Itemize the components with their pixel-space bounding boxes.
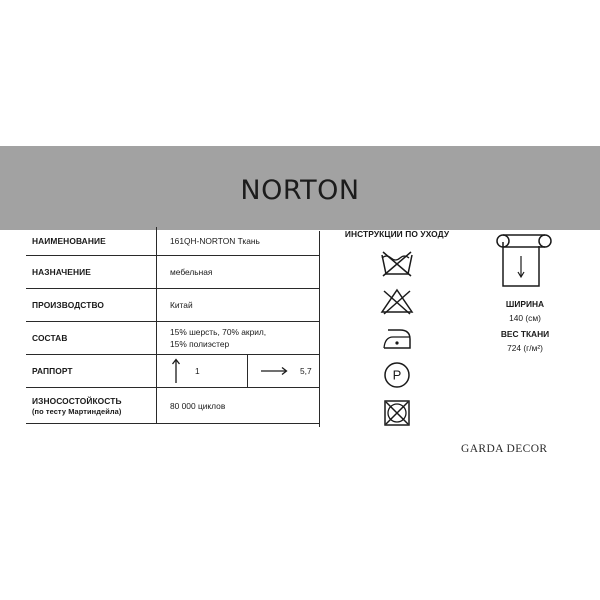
- care-instructions: [327, 229, 467, 437]
- purpose-value: мебельная: [157, 256, 321, 289]
- weight-value: 724 (г/м²): [507, 343, 543, 353]
- repeat-horizontal-value: 5,7: [300, 366, 312, 376]
- wear-label-main: ИЗНОСОСТОЙКОСТЬ: [32, 395, 122, 406]
- roll-info: [490, 232, 560, 353]
- no-tumble-dry-icon: [383, 399, 411, 427]
- wear-label: [26, 388, 157, 424]
- column-divider: [319, 231, 320, 427]
- arrow-right-icon: [260, 366, 288, 376]
- composition-line-1: 15% шерсть, 70% акрил,: [170, 327, 267, 337]
- composition-line-2: 15% полиэстер: [170, 339, 230, 349]
- spec-row-name: [26, 227, 320, 256]
- name-label: НАИМЕНОВАНИЕ: [26, 227, 157, 256]
- width-value: 140 (см): [509, 313, 541, 323]
- origin-label: ПРОИЗВОДСТВО: [26, 289, 157, 322]
- iron-low-icon: [380, 325, 414, 351]
- arrow-up-icon: [171, 358, 181, 384]
- repeat-horizontal: [248, 355, 312, 387]
- no-bleach-icon: [380, 287, 414, 315]
- spec-row-wear: [26, 388, 320, 424]
- width-label: ШИРИНА: [505, 299, 545, 309]
- spec-row-repeat: [26, 355, 320, 388]
- name-value: 161QH-NORTON Ткань: [157, 227, 321, 256]
- composition-value: [157, 322, 321, 355]
- product-title: NORTON: [240, 174, 360, 206]
- care-title: ИНСТРУКЦИИ ПО УХОДУ: [344, 229, 450, 239]
- brand-logo: GARDA DECOR: [461, 443, 548, 455]
- purpose-label: НАЗНАЧЕНИЕ: [26, 256, 157, 289]
- repeat-values: [157, 355, 321, 388]
- no-wash-icon: [380, 249, 414, 277]
- origin-value: Китай: [157, 289, 321, 322]
- repeat-vertical-value: 1: [195, 366, 200, 376]
- weight-label: ВЕС ТКАНИ: [500, 329, 550, 339]
- spec-row-origin: [26, 289, 320, 322]
- repeat-vertical: [157, 355, 248, 387]
- composition-label: СОСТАВ: [26, 322, 157, 355]
- fabric-roll-icon: [495, 232, 555, 288]
- wear-sublabel: (по тесту Мартиндейла): [32, 406, 122, 416]
- svg-text:P: P: [392, 367, 402, 383]
- spec-table: [26, 227, 320, 424]
- spec-row-purpose: [26, 256, 320, 289]
- title-banner: [0, 146, 600, 230]
- repeat-label: РАППОРТ: [26, 355, 157, 388]
- spec-row-composition: [26, 322, 320, 355]
- dry-clean-p-icon: [383, 361, 411, 389]
- wear-value: 80 000 циклов: [157, 388, 321, 424]
